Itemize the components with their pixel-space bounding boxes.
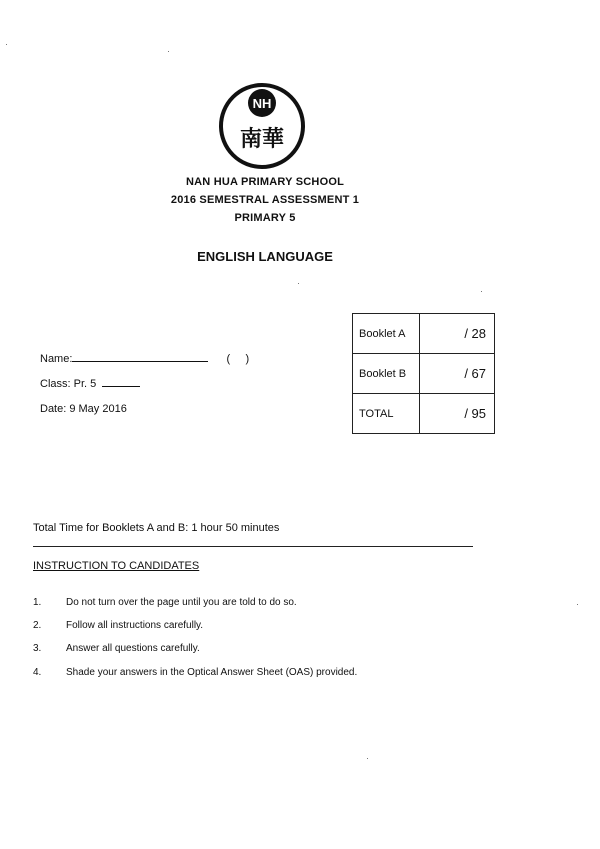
table-row [353, 394, 495, 434]
school-name: NAN HUA PRIMARY SCHOOL [186, 176, 344, 188]
table-row [353, 354, 495, 394]
total-time: Total Time for Booklets A and B: 1 hour 50 minutes [33, 522, 280, 534]
instruction-text: Shade your answers in the Optical Answer Sheet (OAS) provided. [66, 667, 358, 678]
instruction-text: Do not turn over the page until you are told to do so. [66, 597, 297, 608]
scan-speck [298, 283, 299, 284]
class-field [40, 378, 140, 390]
level-label: PRIMARY 5 [234, 212, 296, 224]
score-table [352, 313, 495, 434]
instruction-text: Answer all questions carefully. [66, 643, 200, 654]
scan-speck [367, 758, 368, 759]
score-value: / 67 [420, 354, 495, 394]
scan-speck [481, 291, 482, 292]
name-field [40, 353, 249, 365]
name-blank[interactable] [72, 361, 208, 362]
date-field: Date: 9 May 2016 [40, 403, 127, 415]
score-label: TOTAL [353, 394, 420, 434]
divider [33, 546, 473, 547]
scan-speck [168, 51, 169, 52]
logo-monogram: NH [252, 96, 272, 111]
score-label: Booklet B [353, 354, 420, 394]
instructions-title: INSTRUCTION TO CANDIDATES [33, 560, 200, 572]
instruction-number: 4. [33, 667, 42, 678]
instruction-number: 3. [33, 643, 42, 654]
score-value: / 28 [420, 314, 495, 354]
table-row [353, 314, 495, 354]
name-label: Name: [40, 353, 73, 365]
score-value: / 95 [420, 394, 495, 434]
instruction-number: 1. [33, 597, 42, 608]
class-label: Class: Pr. 5 [40, 378, 97, 390]
score-label: Booklet A [353, 314, 420, 354]
scan-speck [577, 604, 578, 605]
instruction-text: Follow all instructions carefully. [66, 620, 204, 631]
register-number-parens: ( ) [226, 353, 250, 365]
assessment-title: 2016 SEMESTRAL ASSESSMENT 1 [170, 194, 360, 206]
instruction-number: 2. [33, 620, 42, 631]
subject-title: ENGLISH LANGUAGE [197, 249, 333, 264]
scan-speck [6, 44, 7, 45]
school-logo [218, 82, 306, 170]
class-blank[interactable] [102, 386, 140, 387]
logo-chinese-characters: 南華 [239, 127, 285, 152]
